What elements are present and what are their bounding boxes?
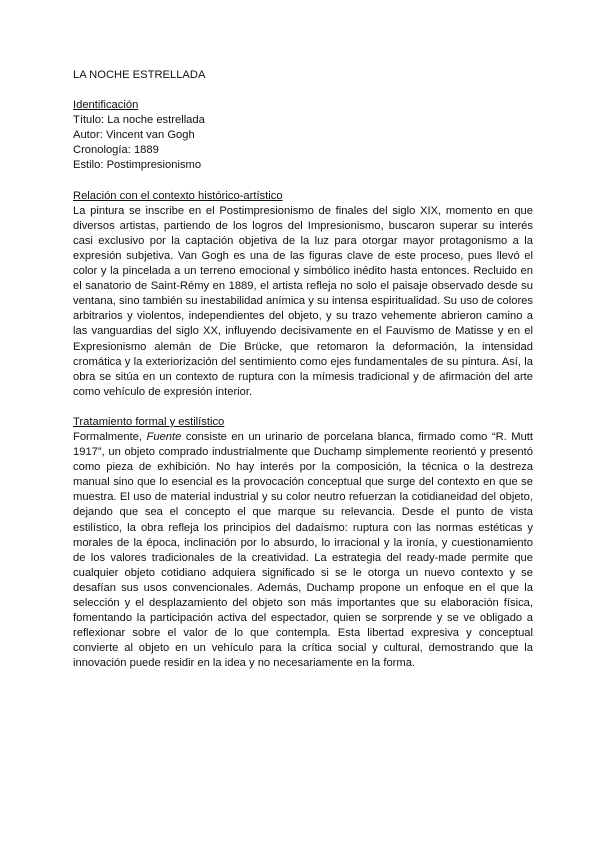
document-content bbox=[73, 68, 533, 686]
identification-chronology-line: Cronología: 1889 bbox=[73, 144, 159, 157]
formal-section bbox=[73, 415, 533, 672]
formal-italic-title: Fuente bbox=[146, 430, 182, 443]
context-section bbox=[73, 189, 533, 400]
formal-paragraph-rest: consiste en un urinario de porcelana blanca, firmado como “R. Mutt 1917”, un objeto comprado industrialmente que Duchamp simplemente reorientó y presentó como pieza de exhibición. No hay interés por la composición, la técnica o la destreza manual sino que lo esencial es la provocación conceptual que surge del contexto en que se muestra. El uso de material industrial y su color neutro refuerzan la cotidianeidad del objeto, dejando que sea el concepto el que marque su relevancia. Desde el punto de vista estilístico, la obra refleja los principios del dadaísmo: ruptura con las normas estéticas y morales de la época, inclinación por lo absurdo, lo irracional y la ironía, y cuestionamiento de los valores tradicionales de la creatividad. La estrategia del ready-made permite que cualquier objeto cotidiano adquiera significado si se le otorga un nuevo contexto y se desafían sus usos convencionales. Además, Duchamp propone un enfoque en el que la selección y el desplazamiento del objeto son más importantes que su elaboración física, fomentando la participación activa del espectador, quien se sorprende y se ve obligado a reflexionar sobre el valor de lo que contempla. Esta libertad expresiva y conceptual convierte al objeto en un vehículo para la crítica social y cultural, demostrando que la innovación puede residir en la idea y no necesariamente en la forma. bbox=[73, 430, 534, 670]
document-title: LA NOCHE ESTRELLADA bbox=[73, 69, 206, 81]
context-heading: Relación con el contexto histórico-artístico bbox=[73, 189, 283, 202]
identification-section bbox=[73, 98, 533, 173]
formal-paragraph bbox=[73, 430, 533, 672]
identification-title-line: Título: La noche estrellada bbox=[73, 114, 205, 127]
identification-style-line: Estilo: Postimpresionismo bbox=[73, 159, 202, 172]
identification-heading: Identificación bbox=[73, 99, 139, 112]
context-paragraph: La pintura se inscribe en el Postimpresionismo de finales del siglo XIX, momento en que diversos artistas, partiendo de los logros del Impresionismo, buscaron superar su interés casi exclusivo por la captación objetiva de la luz para otorgar mayor protagonismo a la expresión subjetiva. Van Gogh es una de las figuras clave de este proceso, pues llevó el color y la pincelada a un terreno emocional y simbólico inédito hasta entonces. Recluido en el sanatorio de Saint-Rémy en 1889, el artista refleja no solo el paisaje observado desde su ventana, sino también su inestabilidad anímica y su intensa espiritualidad. Su uso de colores arbitrarios y violentos, independientes del objeto, y su trazo vehemente abrieron camino a las vanguardias del siglo XX, influyendo decisivamente en el Fauvismo de Matisse y en el Expresionismo alemán de Die Brücke, que retomaron la deformación, la intensidad cromática y la exteriorización del sentimiento como ejes fundamentales de su pintura. Así, la obra se sitúa en un contexto de ruptura con la mímesis tradicional y de afirmación del arte como vehículo de expresión interior. bbox=[73, 204, 533, 398]
identification-author-line: Autor: Vincent van Gogh bbox=[73, 129, 195, 142]
formal-intro: Formalmente, bbox=[73, 430, 143, 443]
formal-heading: Tratamiento formal y estilístico bbox=[73, 415, 225, 428]
